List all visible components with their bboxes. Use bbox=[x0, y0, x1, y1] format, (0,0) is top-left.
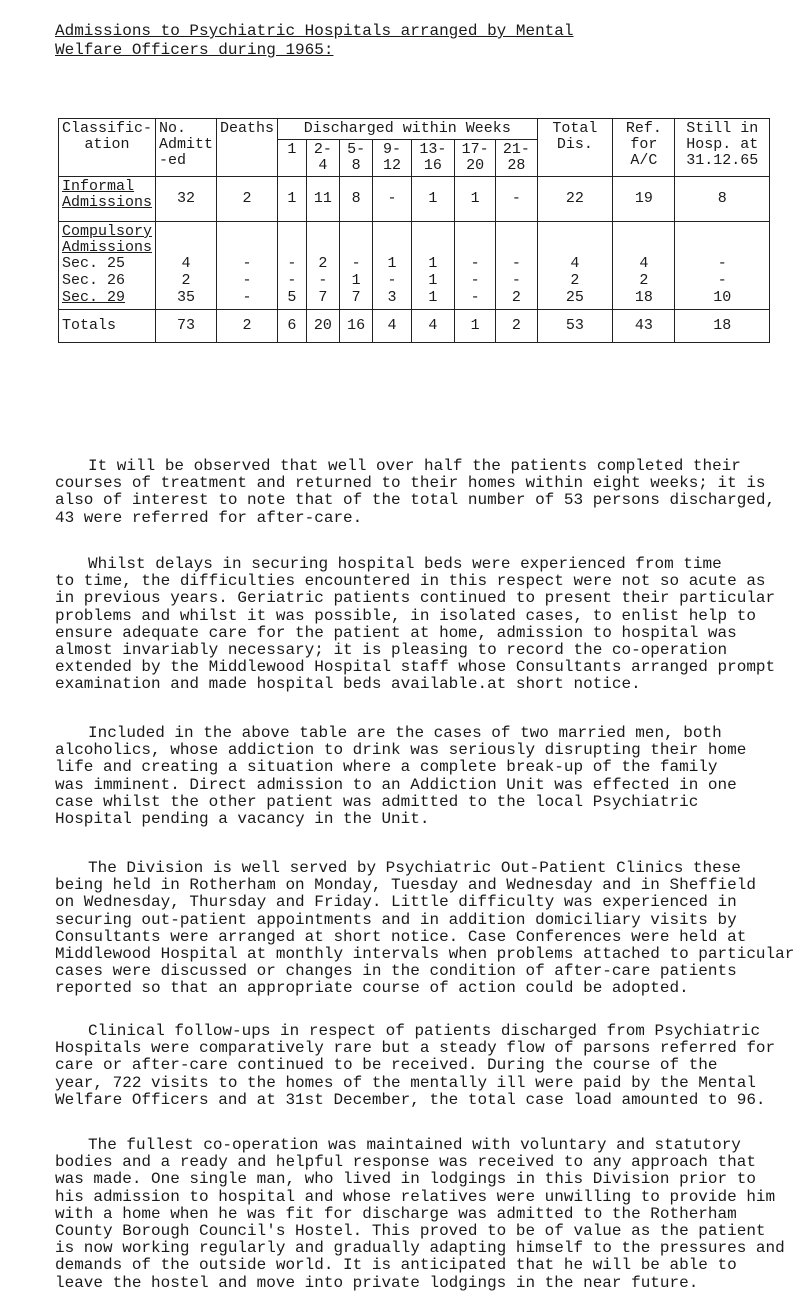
text-line: leave the hostel and move into private lodgings in the near future. bbox=[55, 1273, 699, 1292]
cell: - bbox=[470, 255, 480, 272]
cell: 4 bbox=[570, 255, 580, 272]
text-line: his admission to hospital and whose relatives were unwilling to provide him bbox=[55, 1187, 776, 1206]
cell: - bbox=[287, 255, 297, 272]
text-line: almost invariably necessary; it is pleasing to record the co-operation bbox=[55, 641, 728, 660]
header-week: 2-4 bbox=[306, 140, 339, 177]
cell: - bbox=[373, 177, 412, 222]
cell: - bbox=[351, 255, 361, 272]
text-line: reported so that an appropriate course of action could be adopted. bbox=[55, 979, 689, 998]
text-line: extended by the Middlewood Hospital staff whose Consultants arranged prompt bbox=[55, 658, 776, 677]
table-header-row bbox=[59, 119, 770, 140]
section-label: Sec. 29 bbox=[62, 289, 126, 306]
text-line: being held in Rotherham on Monday, Tuesday and Wednesday and in Sheffield bbox=[55, 876, 756, 895]
cell: 18 bbox=[675, 310, 770, 343]
cell: 43 bbox=[613, 310, 675, 343]
text-line: Hospitals were comparatively rare but a steady flow of parsons referred for bbox=[55, 1039, 776, 1058]
header-week: 17-20 bbox=[454, 140, 495, 177]
admissions-table bbox=[58, 118, 770, 343]
text-line: demands of the outside world. It is anticipated that he will be able to bbox=[55, 1256, 737, 1275]
text-line: Clinical follow-ups in respect of patients discharged from Psychiatric bbox=[88, 1022, 761, 1040]
paragraph-hospital-beds bbox=[55, 556, 775, 694]
text-line: cases were discussed or changes in the condition of after-care patients bbox=[55, 962, 737, 981]
text-line: courses of treatment and returned to their homes within eight weeks; it is bbox=[55, 474, 766, 493]
heading-line-2: Welfare Officers during 1965: bbox=[55, 41, 334, 59]
text-line: also of interest to note that of the total number of 53 persons discharged, bbox=[55, 491, 776, 510]
header-week: 5-8 bbox=[340, 140, 373, 177]
paragraph-alcoholics bbox=[55, 725, 775, 828]
cell: 5 bbox=[287, 289, 297, 306]
informal-label: Informal Admissions bbox=[62, 178, 153, 211]
text-line: life and creating a situation where a complete break-up of the family bbox=[55, 758, 718, 777]
header-discharged: Discharged within Weeks bbox=[278, 119, 538, 140]
header-week: 13-16 bbox=[411, 140, 454, 177]
text-line: is now working regularly and gradually adapting himself to the pressures and bbox=[55, 1239, 785, 1258]
text-line: year, 722 visits to the homes of the mentally ill were paid by the Mental bbox=[55, 1073, 756, 1092]
cell: - bbox=[717, 255, 727, 272]
text-line: Whilst delays in securing hospital beds were experienced from time bbox=[88, 555, 722, 573]
text-line: 43 were referred for after-care. bbox=[55, 508, 363, 527]
text-line: Middlewood Hospital at monthly intervals when problems attached to particular bbox=[55, 945, 795, 964]
text-line: in previous years. Geriatric patients continued to present their particular bbox=[55, 589, 776, 608]
cell: 10 bbox=[713, 289, 732, 306]
cell: 73 bbox=[156, 310, 217, 343]
paragraph-co-operation bbox=[55, 1136, 785, 1292]
cell: - bbox=[717, 272, 727, 289]
cell: 25 bbox=[565, 289, 584, 306]
header-week: 21-28 bbox=[496, 140, 537, 177]
totals-label: Totals bbox=[59, 310, 156, 343]
cell: 1 bbox=[428, 272, 438, 289]
header-ref: Ref. for A/C bbox=[613, 119, 675, 177]
page-heading bbox=[55, 22, 775, 60]
cell: 3 bbox=[387, 289, 397, 306]
heading-line-1: Admissions to Psychiatric Hospitals arranged by Mental bbox=[55, 22, 574, 40]
text-line: County Borough Council's Hostel. This proved to be of value as the patient bbox=[55, 1222, 766, 1241]
cell: 2 bbox=[217, 310, 278, 343]
cell: 1 bbox=[411, 177, 454, 222]
cell: 4 bbox=[373, 310, 412, 343]
cell: 8 bbox=[675, 177, 770, 222]
text-line: was imminent. Direct admission to an Addiction Unit was effected in one bbox=[55, 775, 737, 794]
text-line: case whilst the other patient was admitted to the local Psychiatric bbox=[55, 792, 699, 811]
compulsory-label: Compulsory Admissions bbox=[62, 223, 153, 256]
section-label: Sec. 26 bbox=[62, 272, 126, 289]
cell: - bbox=[387, 272, 397, 289]
cell: 35 bbox=[177, 289, 196, 306]
header-week: 1 bbox=[278, 140, 307, 177]
cell: - bbox=[318, 272, 328, 289]
header-total-dis: Total Dis. bbox=[537, 119, 613, 177]
text-line: securing out-patient appointments and in addition domiciliary visits by bbox=[55, 910, 737, 929]
cell: - bbox=[511, 272, 521, 289]
table-row-informal bbox=[59, 177, 770, 222]
cell: 2 bbox=[181, 272, 191, 289]
cell: 22 bbox=[537, 177, 613, 222]
section-label: Sec. 25 bbox=[62, 255, 126, 272]
header-deaths: Deaths bbox=[217, 119, 278, 177]
cell: 7 bbox=[351, 289, 361, 306]
header-classification: Classific-ation bbox=[59, 119, 156, 177]
text-line: Hospital pending a vacancy in the Unit. bbox=[55, 810, 430, 829]
cell: - bbox=[496, 177, 537, 222]
text-line: to time, the difficulties encountered in this respect were not so acute as bbox=[55, 572, 766, 591]
cell: 2 bbox=[511, 289, 521, 306]
cell: - bbox=[242, 255, 252, 272]
cell: 4 bbox=[181, 255, 191, 272]
text-line: examination and made hospital beds available.at short notice. bbox=[55, 675, 641, 694]
cell: 20 bbox=[306, 310, 339, 343]
table-row-compulsory bbox=[59, 222, 770, 310]
cell: 2 bbox=[496, 310, 537, 343]
text-line: on Wednesday, Thursday and Friday. Little difficulty was experienced in bbox=[55, 893, 737, 912]
cell: 11 bbox=[306, 177, 339, 222]
cell: - bbox=[470, 272, 480, 289]
cell: - bbox=[242, 272, 252, 289]
cell: 2 bbox=[570, 272, 580, 289]
cell: 2 bbox=[217, 177, 278, 222]
cell: 1 bbox=[278, 177, 307, 222]
cell: 4 bbox=[639, 255, 649, 272]
cell: 1 bbox=[351, 272, 361, 289]
cell: - bbox=[470, 289, 480, 306]
text-line: problems and whilst it was possible, in isolated cases, to enlist help to bbox=[55, 606, 756, 625]
cell: 18 bbox=[634, 289, 653, 306]
cell: 32 bbox=[156, 177, 217, 222]
cell: - bbox=[511, 255, 521, 272]
cell: 1 bbox=[454, 177, 495, 222]
cell: 1 bbox=[454, 310, 495, 343]
text-line: was made. One single man, who lived in lodgings in this Division prior to bbox=[55, 1170, 756, 1189]
cell: 2 bbox=[318, 255, 328, 272]
cell: 19 bbox=[613, 177, 675, 222]
text-line: bodies and a ready and helpful response was received to any approach that bbox=[55, 1153, 756, 1172]
header-week: 9-12 bbox=[373, 140, 412, 177]
cell: 1 bbox=[428, 255, 438, 272]
text-line: alcoholics, whose addiction to drink was seriously disrupting their home bbox=[55, 741, 747, 760]
header-admitted: No. Admitt -ed bbox=[156, 119, 217, 177]
text-line: Included in the above table are the cases of two married men, both bbox=[88, 724, 722, 742]
text-line: The fullest co-operation was maintained with voluntary and statutory bbox=[88, 1136, 741, 1154]
cell: 1 bbox=[428, 289, 438, 306]
text-line: care or after-care continued to be received. During the course of the bbox=[55, 1056, 718, 1075]
text-line: It will be observed that well over half the patients completed their bbox=[88, 457, 741, 475]
paragraph-follow-ups bbox=[55, 1023, 775, 1109]
cell: - bbox=[287, 272, 297, 289]
cell: 6 bbox=[278, 310, 307, 343]
cell: 1 bbox=[387, 255, 397, 272]
cell: 2 bbox=[639, 272, 649, 289]
cell: 4 bbox=[411, 310, 454, 343]
cell: 16 bbox=[340, 310, 373, 343]
table-row-totals bbox=[59, 310, 770, 343]
text-line: ensure adequate care for the patient at home, admission to hospital was bbox=[55, 623, 737, 642]
cell: 7 bbox=[318, 289, 328, 306]
cell: 8 bbox=[340, 177, 373, 222]
text-line: The Division is well served by Psychiatric Out-Patient Clinics these bbox=[88, 859, 741, 877]
header-still: Still in Hosp. at 31.12.65 bbox=[675, 119, 770, 177]
paragraph-clinics bbox=[55, 859, 795, 998]
text-line: Consultants were arranged at short notice. Case Conferences were held at bbox=[55, 927, 747, 946]
paragraph-discharges bbox=[55, 458, 775, 527]
cell: - bbox=[242, 289, 252, 306]
cell: 53 bbox=[537, 310, 613, 343]
text-line: with a home when he was fit for discharge was admitted to the Rotherham bbox=[55, 1204, 737, 1223]
text-line: Welfare Officers and at 31st December, the total case load amounted to 96. bbox=[55, 1090, 766, 1109]
